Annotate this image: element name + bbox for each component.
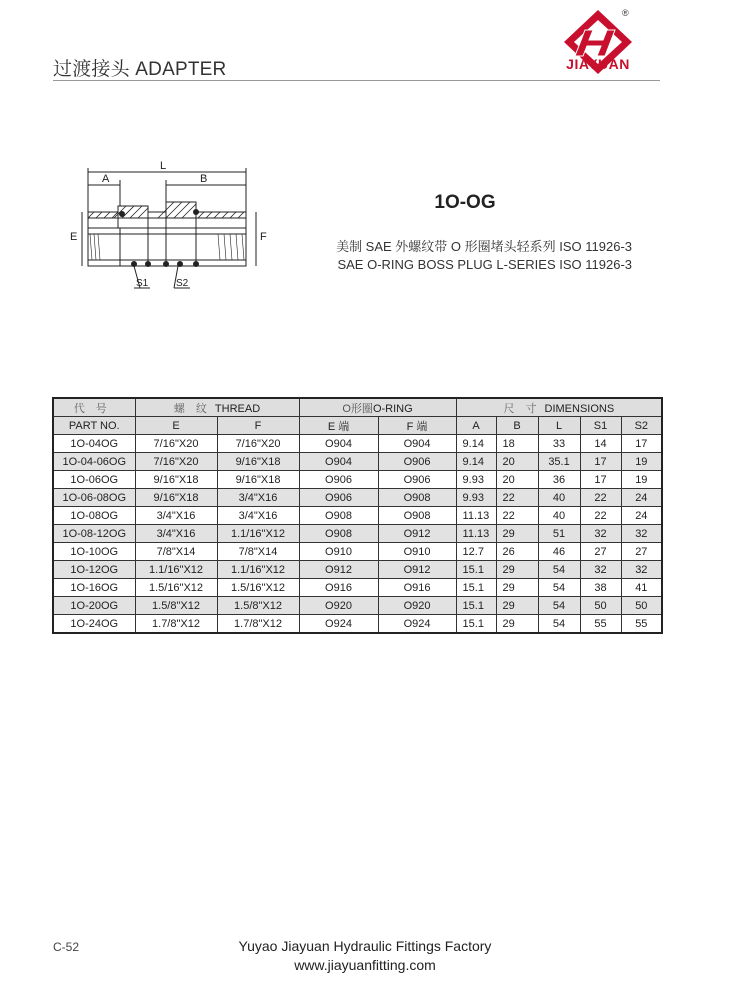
table-cell: 40: [538, 489, 580, 507]
header-dimensions: 尺 寸 DIMENSIONS: [456, 398, 662, 417]
table-row: [53, 561, 662, 579]
table-cell: 29: [496, 561, 538, 579]
table-row: [53, 579, 662, 597]
table-row: [53, 489, 662, 507]
table-row: [53, 615, 662, 634]
dim-label-f: F: [260, 231, 267, 243]
table-cell: 19: [621, 453, 662, 471]
table-cell: O908: [378, 489, 456, 507]
table-cell: 50: [621, 597, 662, 615]
product-description-cn: 美制 SAE 外螺纹带 O 形圈堵头轻系列 ISO 11926-3: [336, 239, 632, 254]
table-cell: 15.1: [456, 597, 496, 615]
table-cell: 55: [621, 615, 662, 634]
table-cell: 17: [621, 435, 662, 453]
table-cell: 36: [538, 471, 580, 489]
table-cell: 9.93: [456, 471, 496, 489]
table-cell: O906: [378, 471, 456, 489]
table-cell: 3/4"X16: [135, 525, 217, 543]
table-cell: 54: [538, 597, 580, 615]
table-row: [53, 543, 662, 561]
table-row: [53, 435, 662, 453]
table-cell: O912: [378, 525, 456, 543]
company-website: www.jiayuanfitting.com: [294, 957, 436, 973]
table-cell: 1O-10OG: [53, 543, 135, 561]
table-cell: 33: [538, 435, 580, 453]
table-cell: 9/16"X18: [217, 471, 299, 489]
table-cell: O906: [299, 471, 378, 489]
dim-label-l: L: [160, 160, 167, 172]
table-cell: 15.1: [456, 615, 496, 634]
table-cell: 7/8"X14: [217, 543, 299, 561]
table-cell: 54: [538, 561, 580, 579]
table-cell: 46: [538, 543, 580, 561]
table-cell: O906: [378, 453, 456, 471]
table-cell: 15.1: [456, 579, 496, 597]
fitting-drawing: [68, 160, 278, 295]
dim-label-e: E: [70, 231, 78, 243]
dim-label-b: B: [200, 173, 208, 185]
table-cell: 7/16"X20: [135, 453, 217, 471]
table-cell: 9.93: [456, 489, 496, 507]
table-cell: O912: [378, 561, 456, 579]
brand-name: JIAYUAN: [566, 56, 630, 72]
table-cell: 38: [580, 579, 621, 597]
table-cell: 1O-12OG: [53, 561, 135, 579]
table-cell: 1.5/8"X12: [135, 597, 217, 615]
table-cell: 22: [580, 507, 621, 525]
table-cell: 7/16"X20: [135, 435, 217, 453]
table-cell: 1O-06-08OG: [53, 489, 135, 507]
table-cell: 41: [621, 579, 662, 597]
table-cell: 54: [538, 615, 580, 634]
table-cell: 9.14: [456, 435, 496, 453]
table-cell: 7/8"X14: [135, 543, 217, 561]
column-header: F: [217, 417, 299, 435]
table-cell: O920: [378, 597, 456, 615]
table-cell: 1.5/16"X12: [217, 579, 299, 597]
table-cell: 1.1/16"X12: [217, 525, 299, 543]
column-header: F 端: [378, 417, 456, 435]
table-cell: 1O-04-06OG: [53, 453, 135, 471]
table-cell: 3/4"X16: [217, 507, 299, 525]
table-cell: O904: [299, 435, 378, 453]
table-cell: O910: [378, 543, 456, 561]
table-group-header: [53, 398, 662, 417]
table-cell: 17: [580, 471, 621, 489]
table-cell: 14: [580, 435, 621, 453]
column-header: S1: [580, 417, 621, 435]
column-header: E 端: [299, 417, 378, 435]
table-cell: 29: [496, 579, 538, 597]
table-cell: O924: [299, 615, 378, 634]
table-cell: 1O-08-12OG: [53, 525, 135, 543]
table-cell: 9/16"X18: [135, 471, 217, 489]
header-thread: 螺 纹 THREAD: [135, 398, 299, 417]
table-cell: 17: [580, 453, 621, 471]
table-cell: 1O-06OG: [53, 471, 135, 489]
table-cell: 24: [621, 507, 662, 525]
page-title: 过渡接头 ADAPTER: [53, 59, 227, 80]
table-cell: 24: [621, 489, 662, 507]
table-cell: 26: [496, 543, 538, 561]
table-cell: 1.5/8"X12: [217, 597, 299, 615]
table-row: [53, 597, 662, 615]
table-cell: 11.13: [456, 507, 496, 525]
table-cell: 1.7/8"X12: [217, 615, 299, 634]
table-cell: 3/4"X16: [217, 489, 299, 507]
table-cell: 12.7: [456, 543, 496, 561]
table-cell: 1.7/8"X12: [135, 615, 217, 634]
table-body: [53, 435, 662, 634]
column-header: S2: [621, 417, 662, 435]
table-cell: 32: [621, 525, 662, 543]
header-oring: O形圈O-RING: [299, 398, 456, 417]
product-model: 1O-OG: [434, 192, 496, 213]
table-cell: O916: [378, 579, 456, 597]
table-cell: 20: [496, 453, 538, 471]
header-divider: [53, 80, 660, 81]
column-header: PART NO.: [53, 417, 135, 435]
table-cell: 55: [580, 615, 621, 634]
table-cell: 19: [621, 471, 662, 489]
table-cell: 32: [621, 561, 662, 579]
table-cell: 32: [580, 561, 621, 579]
table-cell: O912: [299, 561, 378, 579]
table-cell: O904: [299, 453, 378, 471]
table-row: [53, 525, 662, 543]
table-cell: 35.1: [538, 453, 580, 471]
header-code: 代 号: [53, 398, 135, 417]
registered-mark: ®: [622, 8, 629, 18]
table-cell: 29: [496, 597, 538, 615]
company-name: Yuyao Jiayuan Hydraulic Fittings Factory: [238, 938, 492, 954]
table-cell: 1.1/16"X12: [135, 561, 217, 579]
table-cell: O920: [299, 597, 378, 615]
table-cell: 29: [496, 525, 538, 543]
table-cell: O908: [299, 507, 378, 525]
table-cell: 1O-04OG: [53, 435, 135, 453]
table-cell: 20: [496, 471, 538, 489]
column-header: B: [496, 417, 538, 435]
table-cell: 22: [496, 489, 538, 507]
table-cell: O910: [299, 543, 378, 561]
page-number: C-52: [53, 940, 80, 954]
column-header: A: [456, 417, 496, 435]
table-cell: 18: [496, 435, 538, 453]
table-cell: 50: [580, 597, 621, 615]
table-cell: 1O-24OG: [53, 615, 135, 634]
table-cell: 7/16"X20: [217, 435, 299, 453]
table-cell: O908: [378, 507, 456, 525]
table-cell: O916: [299, 579, 378, 597]
table-cell: 40: [538, 507, 580, 525]
table-cell: 1O-16OG: [53, 579, 135, 597]
table-row: [53, 453, 662, 471]
table-cell: 1O-08OG: [53, 507, 135, 525]
table-cell: 32: [580, 525, 621, 543]
table-cell: 22: [496, 507, 538, 525]
dim-label-s1: S1: [136, 278, 149, 289]
column-header: L: [538, 417, 580, 435]
table-cell: O924: [378, 615, 456, 634]
product-description-en: SAE O-RING BOSS PLUG L-SERIES ISO 11926-3: [337, 257, 632, 272]
dim-label-a: A: [102, 173, 110, 185]
table-column-header: [53, 417, 662, 435]
table-row: [53, 471, 662, 489]
table-cell: 11.13: [456, 525, 496, 543]
table-cell: 1.1/16"X12: [217, 561, 299, 579]
table-cell: 27: [621, 543, 662, 561]
table-cell: O908: [299, 525, 378, 543]
table-cell: 54: [538, 579, 580, 597]
table-cell: 27: [580, 543, 621, 561]
table-cell: 15.1: [456, 561, 496, 579]
table-cell: O906: [299, 489, 378, 507]
table-cell: 9/16"X18: [135, 489, 217, 507]
table-cell: 3/4"X16: [135, 507, 217, 525]
table-cell: O904: [378, 435, 456, 453]
dim-label-s2: S2: [176, 278, 189, 289]
table-row: [53, 507, 662, 525]
table-cell: 9/16"X18: [217, 453, 299, 471]
table-cell: 51: [538, 525, 580, 543]
table-cell: 1O-20OG: [53, 597, 135, 615]
table-cell: 29: [496, 615, 538, 634]
table-cell: 1.5/16"X12: [135, 579, 217, 597]
table-cell: 9.14: [456, 453, 496, 471]
spec-table: [52, 397, 663, 634]
column-header: E: [135, 417, 217, 435]
table-cell: 22: [580, 489, 621, 507]
